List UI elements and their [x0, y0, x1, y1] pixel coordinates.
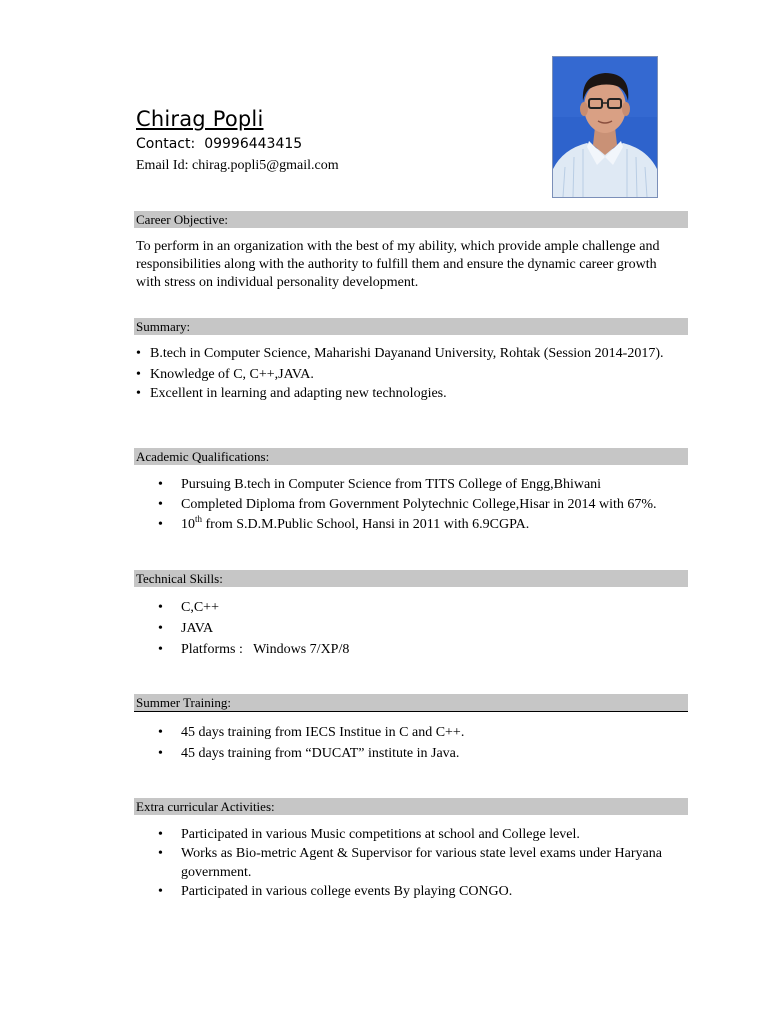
- list-item: • Completed Diploma from Government Polytechnic College,Hisar in 2014 with 67%.: [136, 495, 684, 515]
- section-header-technical-skills: Technical Skills:: [134, 570, 688, 587]
- bullet-icon: •: [158, 846, 163, 861]
- summer-training-list: [136, 722, 684, 764]
- contact-number: 09996443415: [204, 136, 303, 152]
- bullet-icon: •: [158, 477, 163, 492]
- list-item: • 10th from S.D.M.Public School, Hansi in 2011 with 6.9CGPA.: [136, 515, 684, 535]
- list-item: • Knowledge of C, C++,JAVA.: [136, 367, 314, 382]
- list-item: • Works as Bio-metric Agent & Supervisor for various state level exams under Haryana government.: [158, 846, 662, 880]
- bullet-icon: •: [158, 884, 163, 899]
- list-item: • B.tech in Computer Science, Maharishi Dayanand University, Rohtak (Session 2014-2017).: [136, 346, 664, 361]
- email-label: Email Id:: [136, 158, 189, 173]
- list-item: • Pursuing B.tech in Computer Science from TITS College of Engg,Bhiwani: [136, 475, 684, 495]
- list-item: • Participated in various college events By playing CONGO.: [158, 884, 513, 899]
- email-address: chirag.popli5@gmail.com: [192, 158, 339, 173]
- list-item: • Participated in various Music competitions at school and College level.: [158, 827, 580, 842]
- technical-skills-list: [136, 597, 684, 660]
- email-line: [136, 158, 339, 174]
- candidate-name: Chirag Popli: [136, 107, 264, 131]
- list-item: • 45 days training from IECS Institue in C and C++.: [136, 722, 684, 743]
- section-header-summary: Summary:: [134, 318, 688, 335]
- profile-photo: [552, 56, 658, 198]
- contact-line: [136, 136, 302, 152]
- bullet-icon: •: [136, 346, 141, 361]
- summary-list: [136, 345, 684, 403]
- list-item: • 45 days training from “DUCAT” institute in Java.: [136, 743, 684, 764]
- bullet-icon: •: [158, 600, 163, 615]
- extra-curricular-list: [136, 825, 684, 901]
- career-objective-text: To perform in an organization with the best of my ability, which provide ample challenge and responsibilities along with the authority to fulfill them and ensure the dynamic career growth with stress on individual personality development.: [136, 239, 660, 290]
- academic-list: [136, 475, 684, 535]
- section-header-career-objective: Career Objective:: [134, 211, 688, 228]
- list-item: • C,C++: [136, 597, 684, 618]
- bullet-icon: •: [136, 367, 141, 382]
- contact-label: Contact:: [136, 136, 196, 152]
- section-header-academic-qualifications: Academic Qualifications:: [134, 448, 688, 465]
- section-header-extra-curricular: Extra curricular Activities:: [134, 798, 688, 815]
- bullet-icon: •: [136, 386, 141, 401]
- bullet-icon: •: [158, 497, 163, 512]
- bullet-icon: •: [158, 827, 163, 842]
- bullet-icon: •: [158, 517, 163, 532]
- bullet-icon: •: [158, 621, 163, 636]
- list-item: • Excellent in learning and adapting new technologies.: [136, 386, 447, 401]
- section-header-summer-training: Summer Training:: [134, 694, 688, 712]
- bullet-icon: •: [158, 746, 163, 761]
- list-item: • Platforms : Windows 7/XP/8: [136, 639, 684, 660]
- bullet-icon: •: [158, 725, 163, 740]
- bullet-icon: •: [158, 642, 163, 657]
- list-item: • JAVA: [136, 618, 684, 639]
